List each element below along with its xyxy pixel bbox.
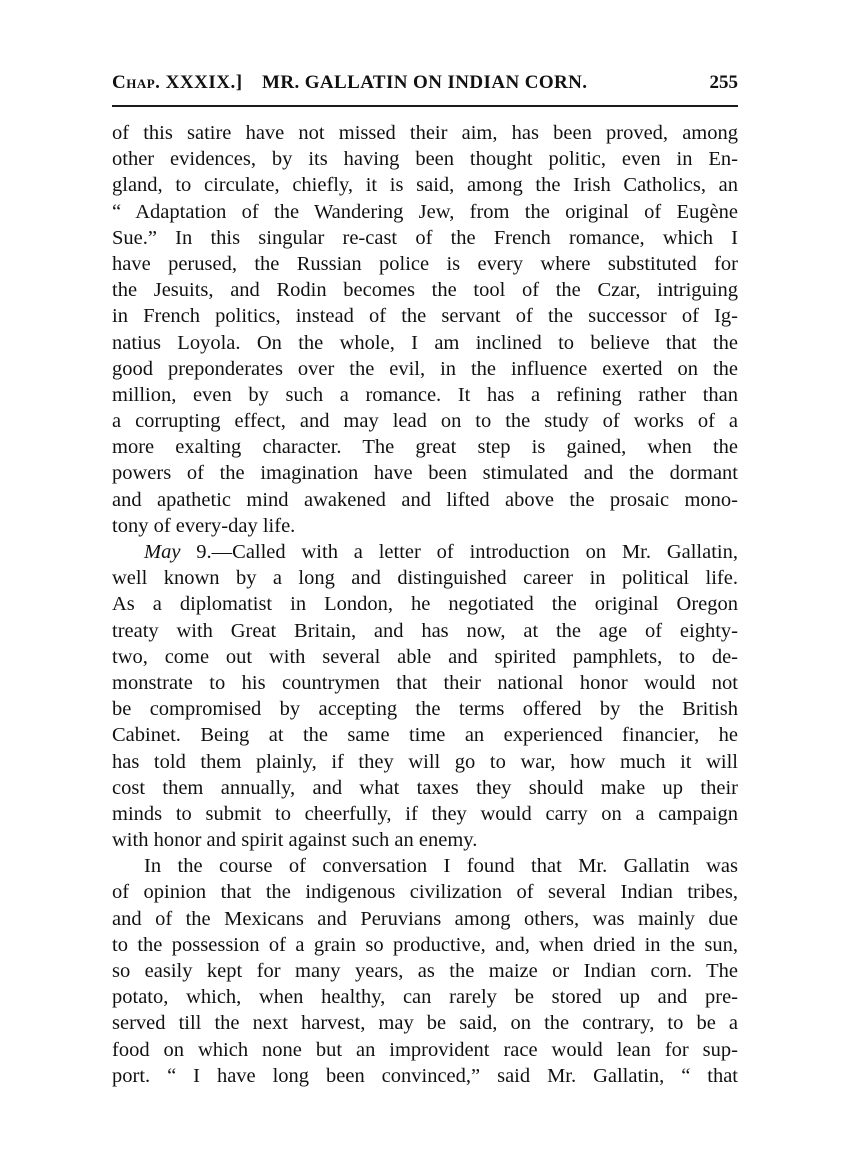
chapter-reference: Chap. XXXIX.] bbox=[112, 72, 243, 93]
text-line: potato, which, when healthy, can rarely be stored up and pre- bbox=[112, 986, 738, 1009]
text-line: be compromised by accepting the terms offered by the British bbox=[112, 698, 738, 721]
paragraph-first-line: In the course of conversation I found that Mr. Gallatin was bbox=[144, 855, 738, 878]
text-line: tony of every-day life. bbox=[112, 514, 296, 537]
text-line: in French politics, instead of the servant of the successor of Ig- bbox=[112, 305, 738, 328]
text-fragment: 9.—Called with a letter of introduction on Mr. Gallatin, bbox=[180, 541, 738, 563]
text-line: of this satire have not missed their aim, has been proved, among bbox=[112, 122, 738, 144]
header-rule bbox=[112, 105, 738, 107]
text-line: more exalting character. The great step is gained, when the bbox=[112, 436, 738, 459]
paragraph-first-line bbox=[112, 539, 738, 565]
text-line: other evidences, by its having been thought politic, even in En- bbox=[112, 148, 738, 171]
text-line: and apathetic mind awakened and lifted above the prosaic mono- bbox=[112, 488, 738, 511]
text-line: minds to submit to cheerfully, if they would carry on a campaign bbox=[112, 802, 738, 825]
text-line: natius Loyola. On the whole, I am inclined to believe that the bbox=[112, 331, 738, 354]
diary-date: May bbox=[144, 541, 181, 563]
page-number: 255 bbox=[709, 72, 738, 93]
text-line: treaty with Great Britain, and has now, at the age of eighty- bbox=[112, 619, 738, 642]
text-line: Cabinet. Being at the same time an experienced financier, he bbox=[112, 724, 738, 747]
text-line: so easily kept for many years, as the maize or Indian corn. The bbox=[112, 960, 738, 982]
text-line: powers of the imagination have been stimulated and the dormant bbox=[112, 462, 738, 485]
body-text bbox=[112, 120, 738, 1089]
text-line: cost them annually, and what taxes they should make up their bbox=[112, 776, 738, 799]
text-line: and of the Mexicans and Peruvians among others, was mainly due bbox=[112, 907, 738, 930]
text-line: “ Adaptation of the Wandering Jew, from the original of Eugène bbox=[112, 200, 738, 223]
text-line: food on which none but an improvident race would lean for sup- bbox=[112, 1038, 738, 1061]
text-line: As a diplomatist in London, he negotiated the original Oregon bbox=[112, 593, 738, 616]
text-line: port. “ I have long been convinced,” said Mr. Gallatin, “ that bbox=[112, 1064, 738, 1087]
text-line: of opinion that the indigenous civilization of several Indian tribes, bbox=[112, 881, 738, 904]
text-line: Sue.” In this singular re-cast of the French romance, which I bbox=[112, 226, 738, 249]
text-line: well known by a long and distinguished career in political life. bbox=[112, 567, 738, 590]
running-title: MR. GALLATIN ON INDIAN CORN. bbox=[262, 72, 588, 93]
text-line: million, even by such a romance. It has a refining rather than bbox=[112, 383, 738, 406]
text-line: two, come out with several able and spirited pamphlets, to de- bbox=[112, 645, 738, 668]
text-line: a corrupting effect, and may lead on to the study of works of a bbox=[112, 410, 738, 433]
text-line: monstrate to his countrymen that their national honor would not bbox=[112, 671, 738, 694]
text-line: good preponderates over the evil, in the influence exerted on the bbox=[112, 357, 738, 380]
text-line: gland, to circulate, chiefly, it is said, among the Irish Catholics, an bbox=[112, 174, 738, 197]
text-line: with honor and spirit against such an enemy. bbox=[112, 829, 478, 852]
text-line: served till the next harvest, may be said, on the contrary, to be a bbox=[112, 1012, 738, 1035]
running-head bbox=[112, 72, 738, 102]
text-line: the Jesuits, and Rodin becomes the tool of the Czar, intriguing bbox=[112, 279, 738, 302]
text-line: have perused, the Russian police is every where substituted for bbox=[112, 252, 738, 275]
text-line: to the possession of a grain so productive, and, when dried in the sun, bbox=[112, 933, 738, 956]
text-line: has told them plainly, if they will go to war, how much it will bbox=[112, 750, 738, 773]
